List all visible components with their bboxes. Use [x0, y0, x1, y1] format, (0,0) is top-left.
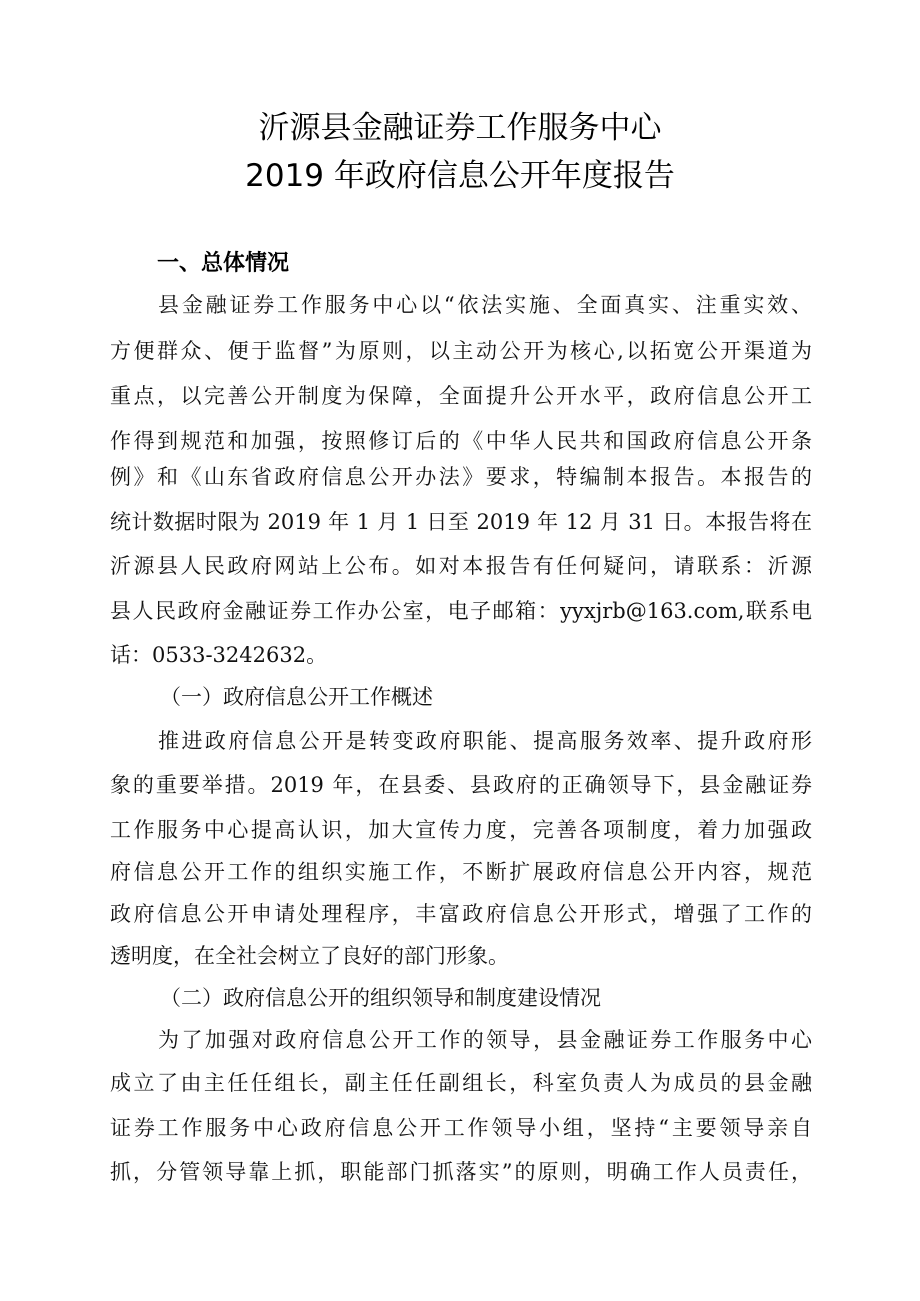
paragraph-line: 话：0533-3242632。	[110, 643, 328, 667]
paragraph-line: 方便群众、便于监督”为原则，以主动公开为核心,以拓宽公开渠道为	[110, 339, 812, 363]
paragraph-line: 作得到规范和加强，按照修订后的《中华人民共和国政府信息公开条	[110, 429, 812, 453]
paragraph-line: 县人民政府金融证券工作办公室，电子邮箱：yyxjrb@163.com,联系电	[110, 599, 812, 623]
paragraph-line: 例》和《山东省政府信息公开办法》要求，特编制本报告。本报告的	[110, 465, 812, 489]
paragraph-line: 为了加强对政府信息公开工作的领导，县金融证券工作服务中心	[158, 1028, 812, 1052]
paragraph-line: 抓，分管领导靠上抓，职能部门抓落实”的原则，明确工作人员责任，	[110, 1160, 812, 1184]
paragraph-line: 统计数据时限为 2019 年 1 月 1 日至 2019 年 12 月 31 日。本报告将在	[110, 510, 812, 534]
paragraph-line: 政府信息公开申请处理程序，丰富政府信息公开形式，增强了工作的	[110, 902, 812, 926]
paragraph-line: 县金融证券工作服务中心以“依法实施、全面真实、注重实效、	[158, 293, 812, 317]
subheading-organization: （二）政府信息公开的组织领导和制度建设情况	[160, 986, 601, 1010]
paragraph-line: 透明度，在全社会树立了良好的部门形象。	[110, 944, 509, 968]
paragraph-line: 沂源县人民政府网站上公布。如对本报告有任何疑问，请联系：沂源	[110, 554, 812, 578]
section-heading-overview: 一、总体情况	[157, 251, 290, 276]
document-title-line-1: 沂源县金融证券工作服务中心	[258, 110, 662, 146]
paragraph-line: 证券工作服务中心政府信息公开工作领导小组，坚持“主要领导亲自	[110, 1116, 812, 1140]
paragraph-line: 重点，以完善公开制度为保障，全面提升公开水平，政府信息公开工	[110, 384, 812, 408]
document-title-line-2: 2019 年政府信息公开年度报告	[245, 158, 675, 194]
paragraph-line: 工作服务中心提高认识，加大宣传力度，完善各项制度，着力加强政	[110, 818, 812, 842]
paragraph-line: 府信息公开工作的组织实施工作，不断扩展政府信息公开内容，规范	[110, 860, 812, 884]
paragraph-line: 成立了由主任任组长，副主任任副组长，科室负责人为成员的县金融	[110, 1071, 812, 1095]
paragraph-line: 象的重要举措。2019 年，在县委、县政府的正确领导下，县金融证券	[110, 773, 812, 797]
paragraph-line: 推进政府信息公开是转变政府职能、提高服务效率、提升政府形	[158, 729, 812, 753]
subheading-overview: （一）政府信息公开工作概述	[160, 685, 433, 709]
